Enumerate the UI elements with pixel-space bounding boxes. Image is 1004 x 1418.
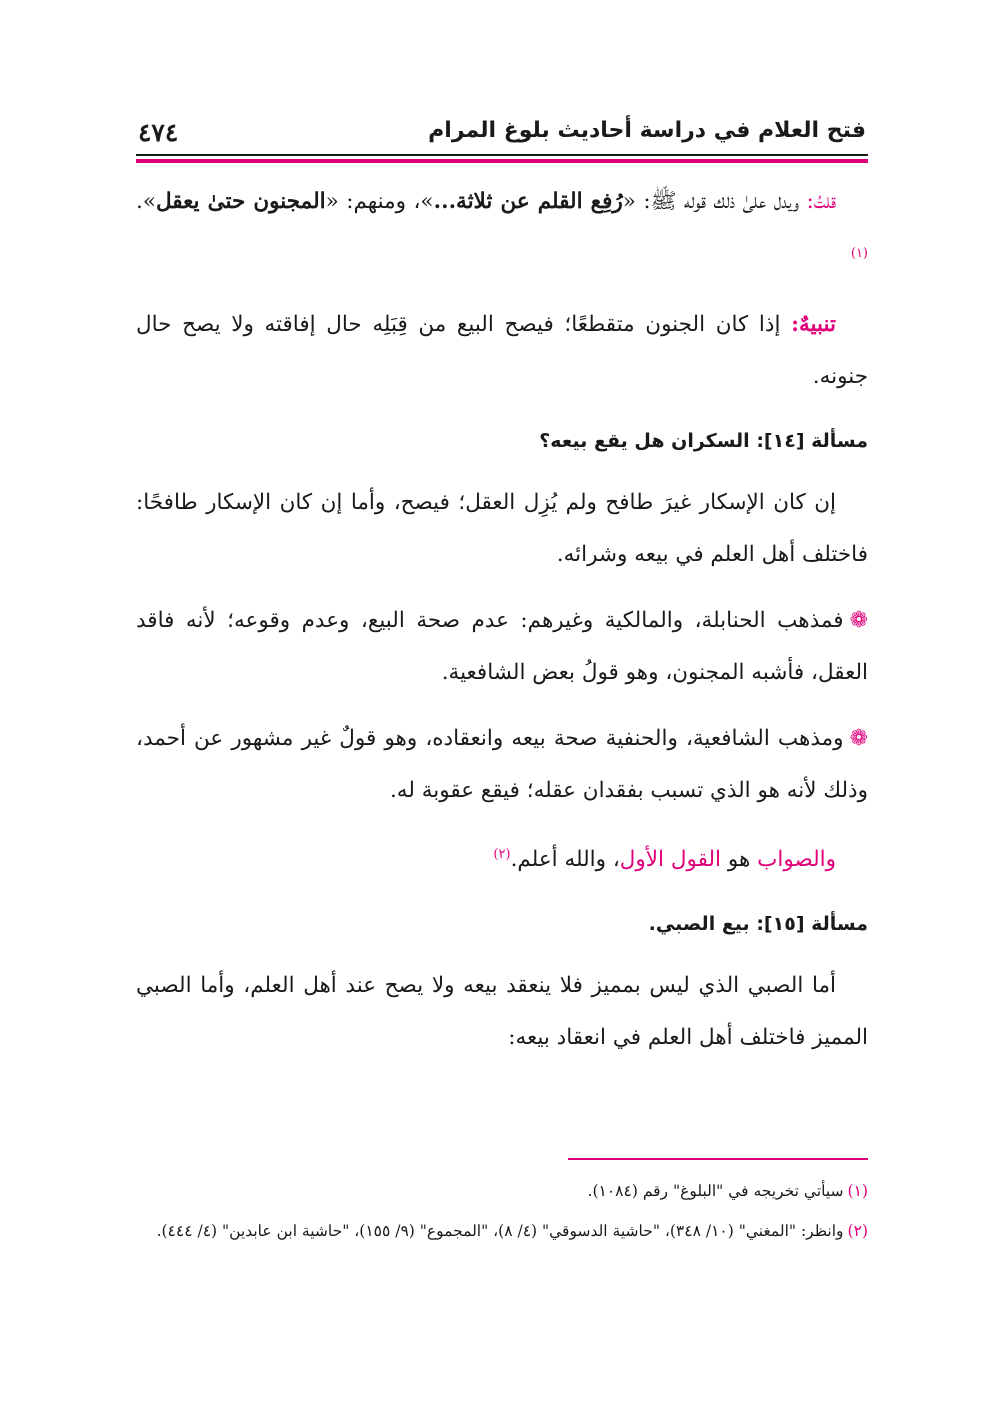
flower-ornament-icon: ❁	[849, 608, 868, 634]
flower-ornament-icon: ❁	[849, 726, 868, 752]
paragraph-qultu	[136, 176, 868, 285]
footnotes	[136, 1174, 868, 1254]
paragraph-iskar: إن كان الإسكار غيرَ طافح ولم يُزِل العقل؛ فيصح، وأما إن كان الإسكار طافحًا: فاختلف أهل العلم في بيعه وشرائه.	[136, 490, 868, 568]
p1-text2: »، ومنهم: «	[325, 189, 434, 214]
footnote-1-text: سيأتي تخريجه في "البلوغ" رقم (١٠٨٤).	[587, 1182, 844, 1200]
p4-text1: هو	[721, 847, 758, 873]
h1-text: السكران هل يقع بيعه؟	[539, 430, 757, 453]
header-rule-black	[136, 154, 868, 156]
footnote-2	[136, 1214, 868, 1248]
p1-quote1: رُفِع القلم عن ثلاثة...	[433, 189, 623, 214]
footnote-1-number: (١)	[847, 1182, 868, 1200]
page-number: ٤٧٤	[138, 118, 179, 147]
bullet-hanabila	[136, 595, 868, 699]
h1-label: مسألة [١٤]:	[756, 430, 868, 453]
label-sawab: والصواب	[757, 847, 836, 873]
header-rule-pink	[136, 159, 868, 163]
footnote-2-text: وانظر: "المغني" (١٠/ ٣٤٨)، "حاشية الدسوقي" (٤/ ٨)، "المجموع" (٩/ ١٥٥)، "حاشية ابن عابدين" (٤/ ٤٤٤).	[156, 1222, 844, 1240]
page-header	[138, 110, 866, 156]
footnote-ref-2[interactable]: (٢)	[493, 847, 511, 863]
footnote-ref-1[interactable]: (١)	[850, 246, 868, 261]
footnote-separator	[568, 1158, 868, 1160]
running-title: فتح العلام في دراسة أحاديث بلوغ المرام	[428, 118, 866, 143]
heading-masala-14	[136, 423, 868, 459]
body-text	[136, 176, 868, 1064]
bullet-shafiiyya	[136, 713, 868, 817]
label-tanbih: تنبيهٌ:	[791, 312, 836, 338]
p2-text: إذا كان الجنون متقطعًا؛ فيصح البيع من قِبَلِه حال إفاقته ولا يصح حال جنونه.	[136, 312, 868, 390]
footnote-1	[136, 1174, 868, 1208]
p1-text1: ويدل علىٰ ذلك قوله ﷺ: «	[622, 189, 807, 214]
paragraph-sabi: أما الصبي الذي ليس بمميز فلا ينعقد بيعه ولا يصح عند أهل العلم، وأما الصبي المميز فاختلف أهل العلم في انعقاد بيعه:	[136, 973, 868, 1051]
paragraph-tanbih	[136, 299, 868, 403]
footnote-2-number: (٢)	[847, 1222, 868, 1240]
b1-text: فمذهب الحنابلة، والمالكية وغيرهم: عدم صحة البيع، وعدم وقوعه؛ لأنه فاقد العقل، فأشبه المجنون، وهو قولُ بعض الشافعية.	[136, 608, 868, 686]
label-qultu: قلتُ:	[806, 189, 837, 214]
paragraph-sawab	[136, 829, 868, 886]
heading-masala-15	[136, 906, 868, 942]
p4-text2: ، والله أعلم.	[510, 847, 620, 873]
p1-text3: ».	[136, 189, 156, 214]
b2-text: ومذهب الشافعية، والحنفية صحة بيعه وانعقاده، وهو قولٌ غير مشهور عن أحمد، وذلك لأنه هو الذي تسبب بفقدان عقله؛ فيقع عقوبة له.	[136, 726, 868, 804]
h2-text: بيع الصبي.	[648, 913, 757, 936]
label-qawl-awwal: القول الأول	[619, 847, 721, 873]
h2-label: مسألة [١٥]:	[756, 913, 868, 936]
p1-quote2: المجنون حتىٰ يعقل	[156, 189, 326, 214]
